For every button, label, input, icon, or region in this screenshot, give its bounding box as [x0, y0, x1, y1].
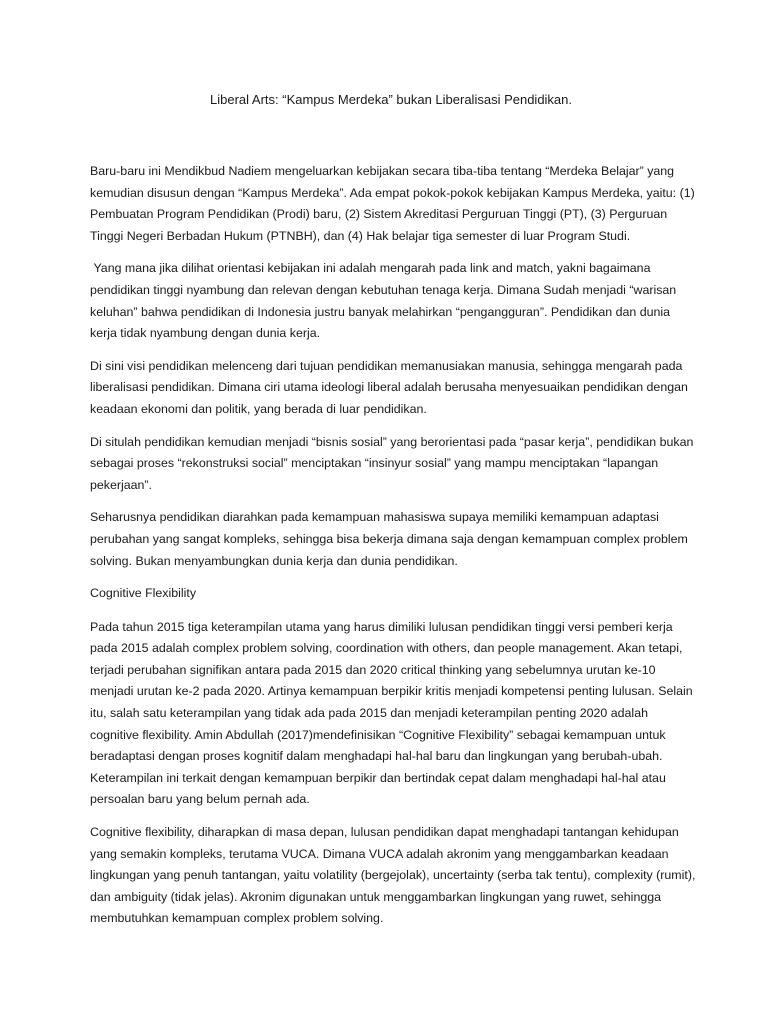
document-title: Liberal Arts: “Kampus Merdeka” bukan Liberalisasi Pendidikan. [209, 92, 573, 107]
paragraph-7: Cognitive flexibility, diharapkan di masa depan, lulusan pendidikan dapat menghadapi tantangan kehidupan yang semakin kompleks, terutama VUCA. Dimana VUCA adalah akronim yang menggambarkan keadaan lingkungan yang penuh tantangan, yaitu volatility (bergejolak), uncertainty (serba tak tentu), complexity (rumit), dan ambiguity (tidak jelas). Akronim digunakan untuk menggambarkan lingkungan yang ruwet, sehingga membutuhkan kemampuan complex problem solving. [90, 825, 696, 926]
paragraph-1: Baru-baru ini Mendikbud Nadiem mengeluarkan kebijakan secara tiba-tiba tentang “Merdeka Belajar” yang kemudian disusun dengan “Kampus Merdeka”. Ada empat pokok-pokok kebijakan Kampus Merdeka, yaitu: (1) Pembuatan Program Pendidikan (Prodi) baru, (2) Sistem Akreditasi Perguruan Tinggi (PT), (3) Perguruan Tinggi Negeri Berbadan Hukum (PTNBH), dan (4) Hak belajar tiga semester di luar Program Studi. [90, 164, 695, 243]
paragraph-2: Yang mana jika dilihat orientasi kebijakan ini adalah mengarah pada link and match, yakni bagaimana pendidikan tinggi nyambung dan relevan dengan kebutuhan tenaga kerja. Dimana Sudah menjadi “warisan keluhan” bahwa pendidikan di Indonesia justru banyak melahirkan “pengangguran”. Pendidikan dan dunia kerja tidak nyambung dengan dunia kerja. [90, 261, 680, 341]
paragraph-3: Di sini visi pendidikan melenceng dari tujuan pendidikan memanusiakan manusia, sehingga mengarah pada liberalisasi pendidikan. Dimana ciri utama ideologi liberal adalah berusaha menyesuaikan pendidikan dengan keadaan ekonomi dan politik, yang berada di luar pendidikan. [90, 358, 688, 416]
paragraph-4: Di situlah pendidikan kemudian menjadi “bisnis sosial” yang berorientasi pada “pasar kerja”, pendidikan bukan sebagai proses “rekonstruksi social” menciptakan “insinyur sosial” yang mampu menciptakan “lapangan pekerjaan”. [90, 434, 694, 492]
paragraph-5: Seharusnya pendidikan diarahkan pada kemampuan mahasiswa supaya memiliki kemampuan adaptasi perubahan yang sangat kompleks, sehingga bisa bekerja dimana saja dengan kemampuan complex problem solving. Bukan menyambungkan dunia kerja dan dunia pendidikan. [90, 510, 688, 568]
paragraph-6: Pada tahun 2015 tiga keterampilan utama yang harus dimiliki lulusan pendidikan tinggi versi pemberi kerja pada 2015 adalah complex problem solving, coordination with others, dan people management. Akan tetapi, terjadi perubahan signifikan antara pada 2015 dan 2020 critical thinking yang sebelumnya urutan ke-10 menjadi urutan ke-2 pada 2020. Artinya kemampuan berpikir kritis menjadi kompetensi penting lulusan. Selain itu, salah satu keterampilan yang tidak ada pada 2015 dan menjadi keterampilan penting 2020 adalah cognitive flexibility. Amin Abdullah (2017)mendefinisikan “Cognitive Flexibility” sebagai kemampuan untuk beradaptasi dengan proses kognitif dalam menghadapi hal-hal baru dan lingkungan yang berubah-ubah. Keterampilan ini terkait dengan kemampuan berpikir dan bertindak cepat dalam menghadapi hal-hal atau persoalan baru yang belum pernah ada. [90, 619, 693, 807]
section-heading: Cognitive Flexibility [90, 586, 197, 601]
